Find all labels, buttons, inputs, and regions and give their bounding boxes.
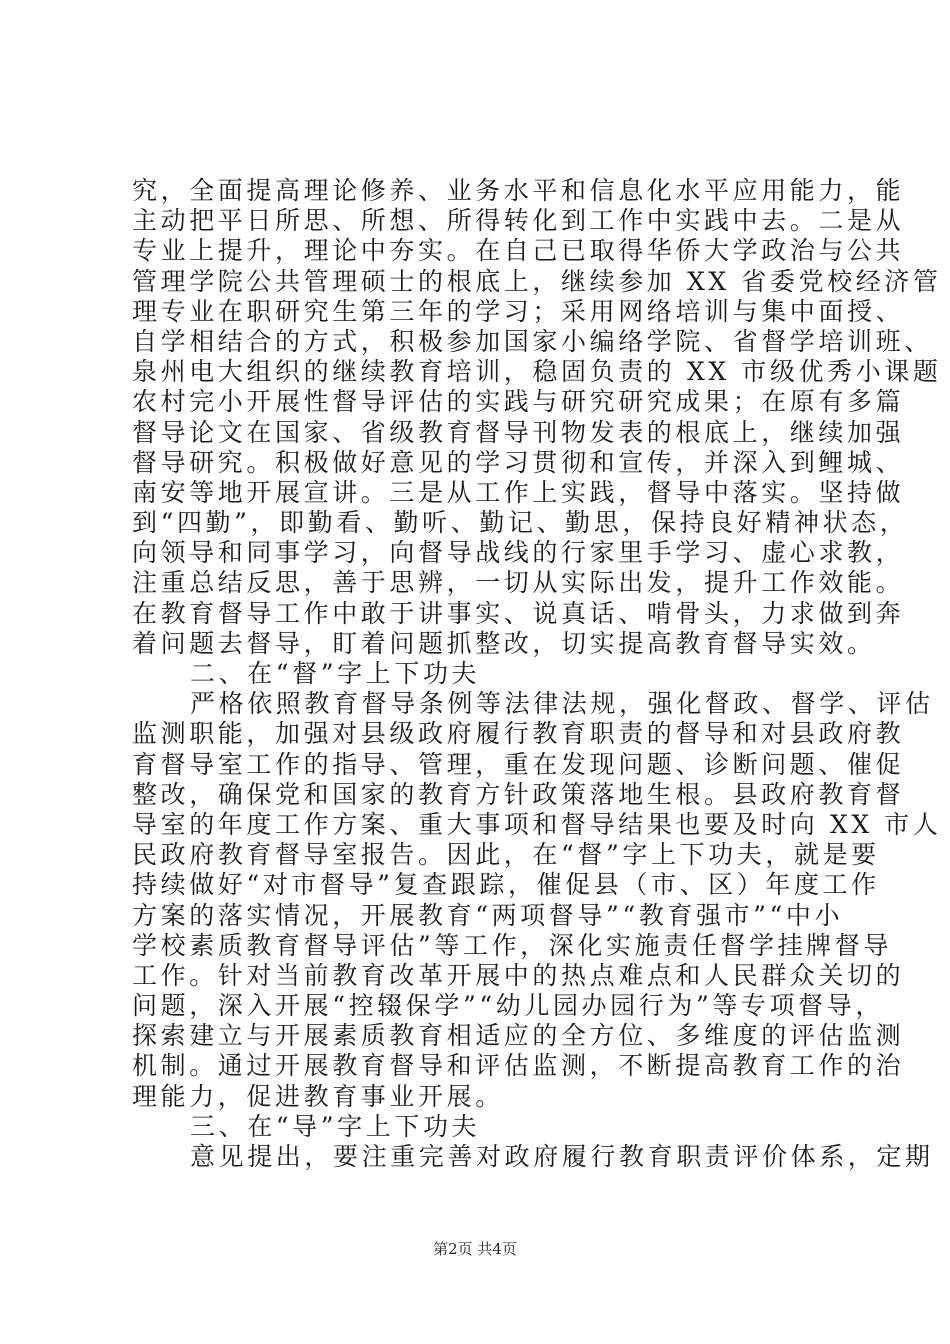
text-line: 监测职能，加强对县级政府履行教育职责的督导和对县政府教: [132, 719, 905, 749]
text-line: 意见提出，要注重完善对政府履行教育职责评价体系，定期: [190, 1142, 934, 1171]
text-line: 泉州电大组织的继续教育培训，稳固负责的 XX 市级优秀小课题: [132, 357, 942, 387]
text-line: 南安等地开展宣讲。三是从工作上实践，督导中落实。坚持做: [132, 477, 905, 507]
text-line: 主动把平日所思、所想、所得转化到工作中实践中去。二是从: [132, 206, 905, 236]
page-number-label: 第2页 共4页: [433, 1240, 517, 1258]
text-line: 到“四勤”，即勤看、勤听、勤记、勤思，保持良好精神状态，: [132, 508, 909, 538]
text-line: 自学相结合的方式，积极参加国家小编络学院、省督学培训班、: [132, 326, 933, 356]
text-line: 方案的落实情况，开展教育“两项督导”“教育强市”“中小: [132, 900, 844, 930]
text-line: 机制。通过开展教育督导和评估监测，不断提高教育工作的治: [132, 1051, 905, 1081]
text-line: 导室的年度工作方案、重大事项和督导结果也要及时向 XX 市人: [132, 809, 942, 839]
text-line: 管理学院公共管理硕士的根底上，继续参加 XX 省委党校经济管: [132, 266, 942, 296]
text-line: 究，全面提高理论修养、业务水平和信息化水平应用能力，能: [132, 176, 905, 205]
text-line: 整改，确保党和国家的教育方针政策落地生根。县政府教育督: [132, 779, 905, 809]
text-line: 工作。针对当前教育改革开展中的热点难点和人民群众关切的: [132, 960, 905, 990]
text-line: 督导研究。积极做好意见的学习贯彻和宣传，并深入到鲤城、: [132, 447, 905, 477]
page-footer: [0, 1238, 950, 1259]
text-line: 理专业在职研究生第三年的学习；采用网络培训与集中面授、: [132, 296, 905, 326]
text-line: 着问题去督导，盯着问题抓整改，切实提高教育督导实效。: [132, 628, 876, 658]
text-line: 二、在“督”字上下功夫: [190, 659, 481, 688]
text-line: 三、在“导”字上下功夫: [190, 1111, 481, 1141]
document-body: [132, 176, 942, 1172]
text-line: 严格依照教育督导条例等法律法规，强化督政、督学、评估: [190, 689, 934, 719]
text-line: 问题，深入开展“控辍保学”“幼儿园办园行为”等专项督导，: [132, 991, 884, 1021]
text-line: 理能力，促进教育事业开展。: [132, 1081, 504, 1111]
text-line: 民政府教育督导室报告。因此，在“督”字上下功夫，就是要: [132, 840, 880, 870]
text-line: 探索建立与开展素质教育相适应的全方位、多维度的评估监测: [132, 1021, 905, 1051]
text-line: 督导论文在国家、省级教育督导刊物发表的根底上，继续加强: [132, 417, 905, 447]
text-line: 持续做好“对市督导”复查跟踪，催促县（市、区）年度工作: [132, 870, 880, 900]
text-line: 注重总结反思，善于思辨，一切从实际出发，提升工作效能。: [132, 568, 905, 598]
text-line: 在教育督导工作中敢于讲事实、说真话、啃骨头，力求做到奔: [132, 598, 905, 628]
text-line: 向领导和同事学习，向督导战线的行家里手学习、虚心求教，: [132, 538, 905, 568]
text-line: 农村完小开展性督导评估的实践与研究研究成果；在原有多篇: [132, 387, 905, 417]
text-line: 育督导室工作的指导、管理，重在发现问题、诊断问题、催促: [132, 749, 905, 779]
text-line: 学校素质教育督导评估”等工作，深化实施责任督学挂牌督导: [132, 930, 892, 960]
text-line: 专业上提升，理论中夯实。在自己已取得华侨大学政治与公共: [132, 236, 905, 266]
